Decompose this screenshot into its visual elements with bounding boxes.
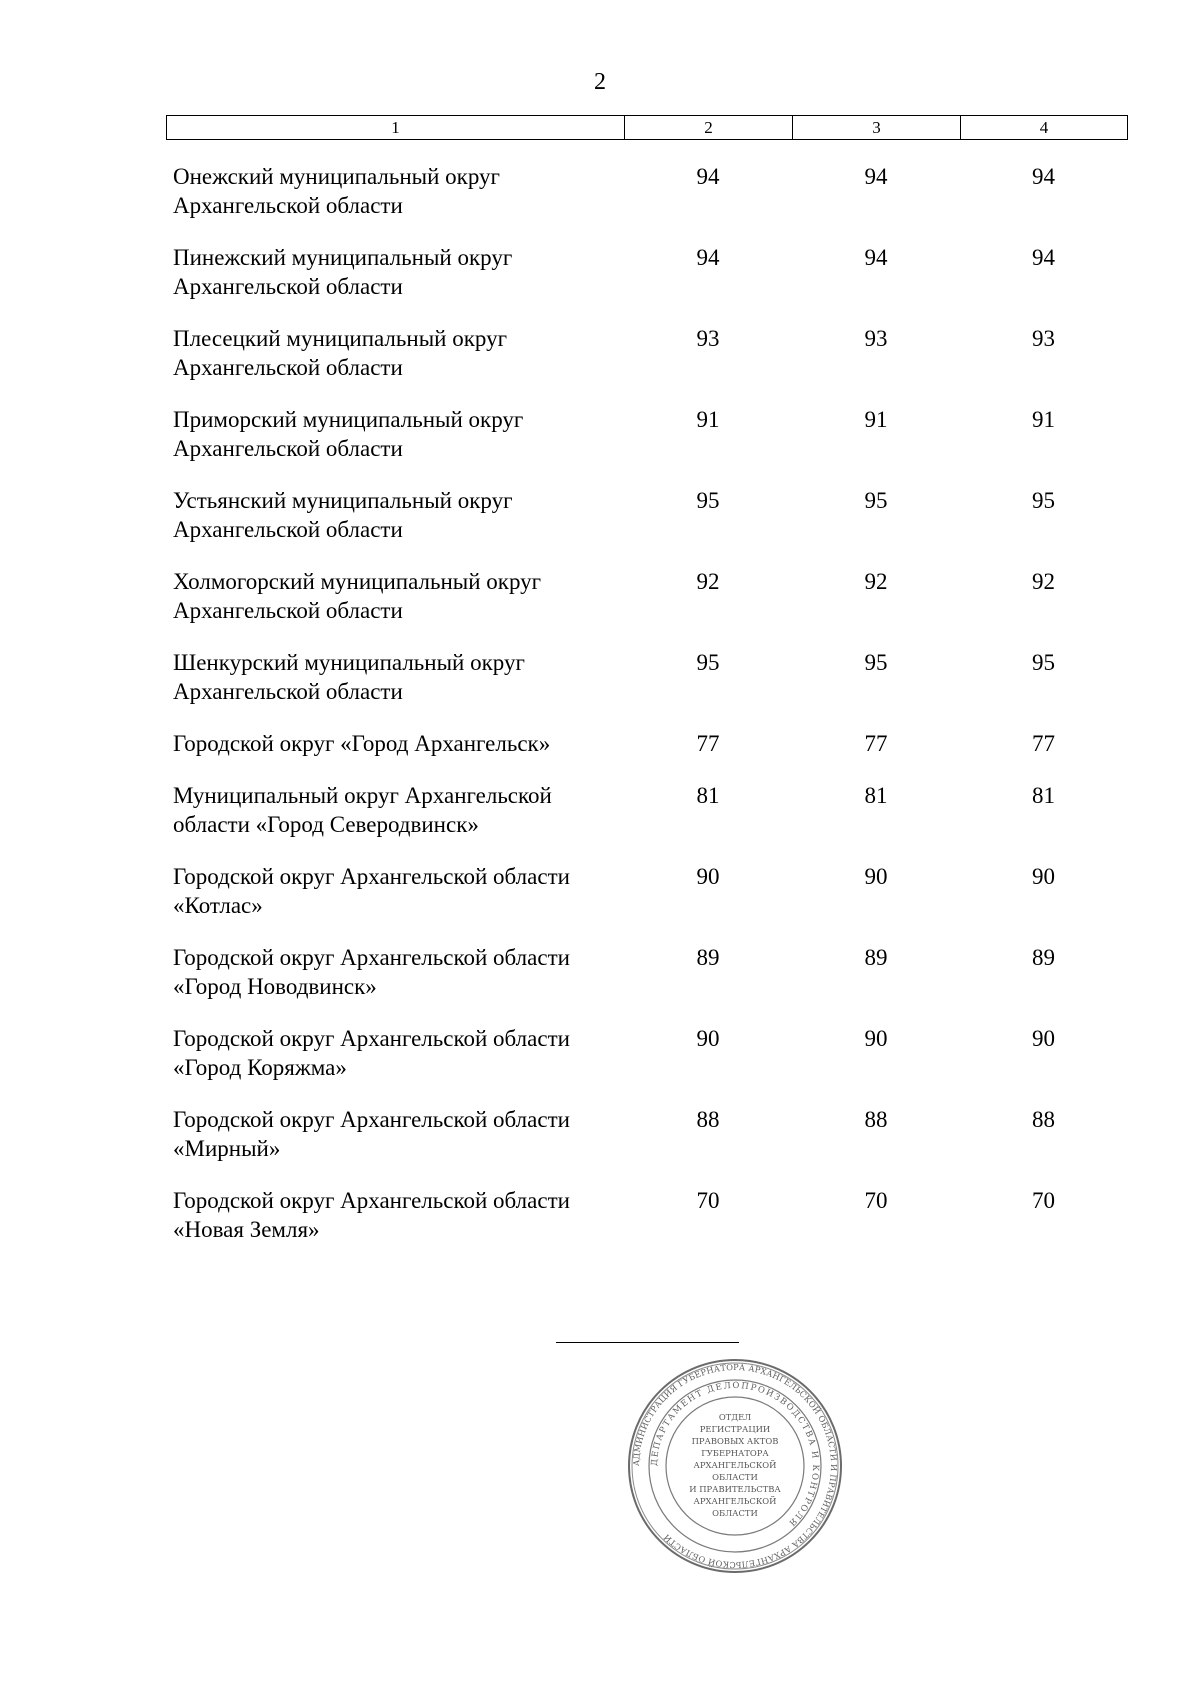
value-col-3: 94	[864, 245, 888, 270]
seal-outer-text: АДМИНИСТРАЦИЯ ГУБЕРНАТОРА АРХАНГЕЛЬСКОЙ ОБЛАСТИ И ПРАВИТЕЛЬСТВА АРХАНГЕЛЬСКОЙ ОБЛАСТИ	[630, 1361, 840, 1571]
municipality-name: Онежский муниципальный округ Архангельской области	[173, 164, 500, 218]
table-row	[166, 648, 1127, 706]
value-col-4: 94	[1032, 164, 1055, 189]
value-col-4: 95	[1032, 488, 1055, 513]
value-col-2: 90	[696, 1026, 720, 1051]
municipality-name: Устьянский муниципальный округ Архангельской области	[173, 488, 513, 542]
value-col-2: 81	[696, 783, 720, 808]
table-row	[166, 1024, 1127, 1082]
column-number-header	[166, 115, 1128, 140]
value-col-4: 94	[1032, 245, 1055, 270]
value-col-2: 93	[696, 326, 720, 351]
value-col-3: 95	[864, 488, 888, 513]
page-number: 2	[594, 69, 606, 95]
value-col-4: 81	[1032, 783, 1055, 808]
value-col-3: 95	[864, 650, 888, 675]
municipality-name: Пинежский муниципальный округ Архангельской области	[173, 245, 513, 299]
table-row	[166, 1105, 1127, 1163]
municipality-name: Городской округ «Город Архангельск»	[173, 731, 551, 756]
seal-center-line: ПРАВОВЫХ АКТОВ	[691, 1436, 779, 1446]
seal-center-line: АРХАНГЕЛЬСКОЙ	[693, 1496, 777, 1506]
table-row	[166, 781, 1127, 839]
table-row	[166, 1186, 1127, 1244]
seal-center-line: ОБЛАСТИ	[712, 1508, 758, 1518]
seal-center-line: И ПРАВИТЕЛЬСТВА	[689, 1484, 781, 1494]
official-seal	[625, 1356, 845, 1576]
header-col-3: 3	[793, 116, 961, 140]
municipality-name: Плесецкий муниципальный округ Архангельской области	[173, 326, 508, 380]
value-col-3: 89	[864, 945, 888, 970]
value-col-4: 95	[1032, 650, 1055, 675]
table-row	[166, 405, 1127, 463]
value-col-4: 92	[1032, 569, 1055, 594]
header-col-2: 2	[625, 116, 793, 140]
municipality-name: Холмогорский муниципальный округ Архангельской области	[173, 569, 542, 623]
municipality-name: Шенкурский муниципальный округ Архангельской области	[173, 650, 525, 704]
seal-stamp-icon	[625, 1356, 845, 1576]
value-col-3: 94	[864, 164, 888, 189]
value-col-3: 88	[864, 1107, 888, 1132]
value-col-4: 89	[1032, 945, 1055, 970]
value-col-4: 77	[1032, 731, 1055, 756]
seal-center-line: АРХАНГЕЛЬСКОЙ	[693, 1460, 777, 1470]
municipality-table-body	[166, 162, 1127, 1267]
seal-center-line: ГУБЕРНАТОРА	[701, 1448, 769, 1458]
header-row	[167, 116, 1128, 140]
table-row	[166, 243, 1127, 301]
value-col-3: 92	[864, 569, 888, 594]
value-col-3: 90	[864, 864, 888, 889]
value-col-3: 77	[864, 731, 888, 756]
municipality-name: Городской округ Архангельской области «Город Новодвинск»	[173, 945, 570, 999]
header-col-4: 4	[961, 116, 1128, 140]
table-row	[166, 862, 1127, 920]
table-row	[166, 486, 1127, 544]
value-col-3: 93	[864, 326, 888, 351]
value-col-2: 90	[696, 864, 720, 889]
seal-center-line: ОБЛАСТИ	[712, 1472, 758, 1482]
value-col-3: 90	[864, 1026, 888, 1051]
value-col-2: 70	[696, 1188, 720, 1213]
value-col-2: 92	[696, 569, 720, 594]
value-col-2: 91	[696, 407, 720, 432]
value-col-3: 81	[864, 783, 888, 808]
value-col-4: 90	[1032, 1026, 1055, 1051]
header-col-1: 1	[167, 116, 625, 140]
municipality-name: Городской округ Архангельской области «Мирный»	[173, 1107, 570, 1161]
value-col-2: 88	[696, 1107, 720, 1132]
value-col-4: 91	[1032, 407, 1055, 432]
table-row	[166, 324, 1127, 382]
end-of-document-rule	[556, 1342, 739, 1343]
municipality-name: Городской округ Архангельской области «Новая Земля»	[173, 1188, 570, 1242]
municipality-name: Городской округ Архангельской области «Город Коряжма»	[173, 1026, 570, 1080]
value-col-4: 93	[1032, 326, 1055, 351]
value-col-4: 88	[1032, 1107, 1055, 1132]
table-row	[166, 943, 1127, 1001]
seal-center-line: ОТДЕЛ	[718, 1412, 752, 1422]
table-row	[166, 567, 1127, 625]
seal-ring-text: ДЕПАРТАМЕНТ ДЕЛОПРОИЗВОДСТВА И КОНТРОЛЯ	[649, 1380, 821, 1529]
value-col-2: 95	[696, 650, 720, 675]
value-col-2: 94	[696, 164, 720, 189]
value-col-2: 95	[696, 488, 720, 513]
value-col-2: 77	[696, 731, 720, 756]
value-col-2: 89	[696, 945, 720, 970]
municipality-name: Муниципальный округ Архангельской области «Город Северодвинск»	[173, 783, 552, 837]
table-row	[166, 729, 1127, 758]
value-col-4: 70	[1032, 1188, 1055, 1213]
municipality-name: Приморский муниципальный округ Архангельской области	[173, 407, 524, 461]
municipality-name: Городской округ Архангельской области «Котлас»	[173, 864, 570, 918]
value-col-3: 91	[864, 407, 888, 432]
value-col-3: 70	[864, 1188, 888, 1213]
value-col-4: 90	[1032, 864, 1055, 889]
value-col-2: 94	[696, 245, 720, 270]
table-row	[166, 162, 1127, 220]
seal-center-line: РЕГИСТРАЦИИ	[699, 1424, 771, 1434]
